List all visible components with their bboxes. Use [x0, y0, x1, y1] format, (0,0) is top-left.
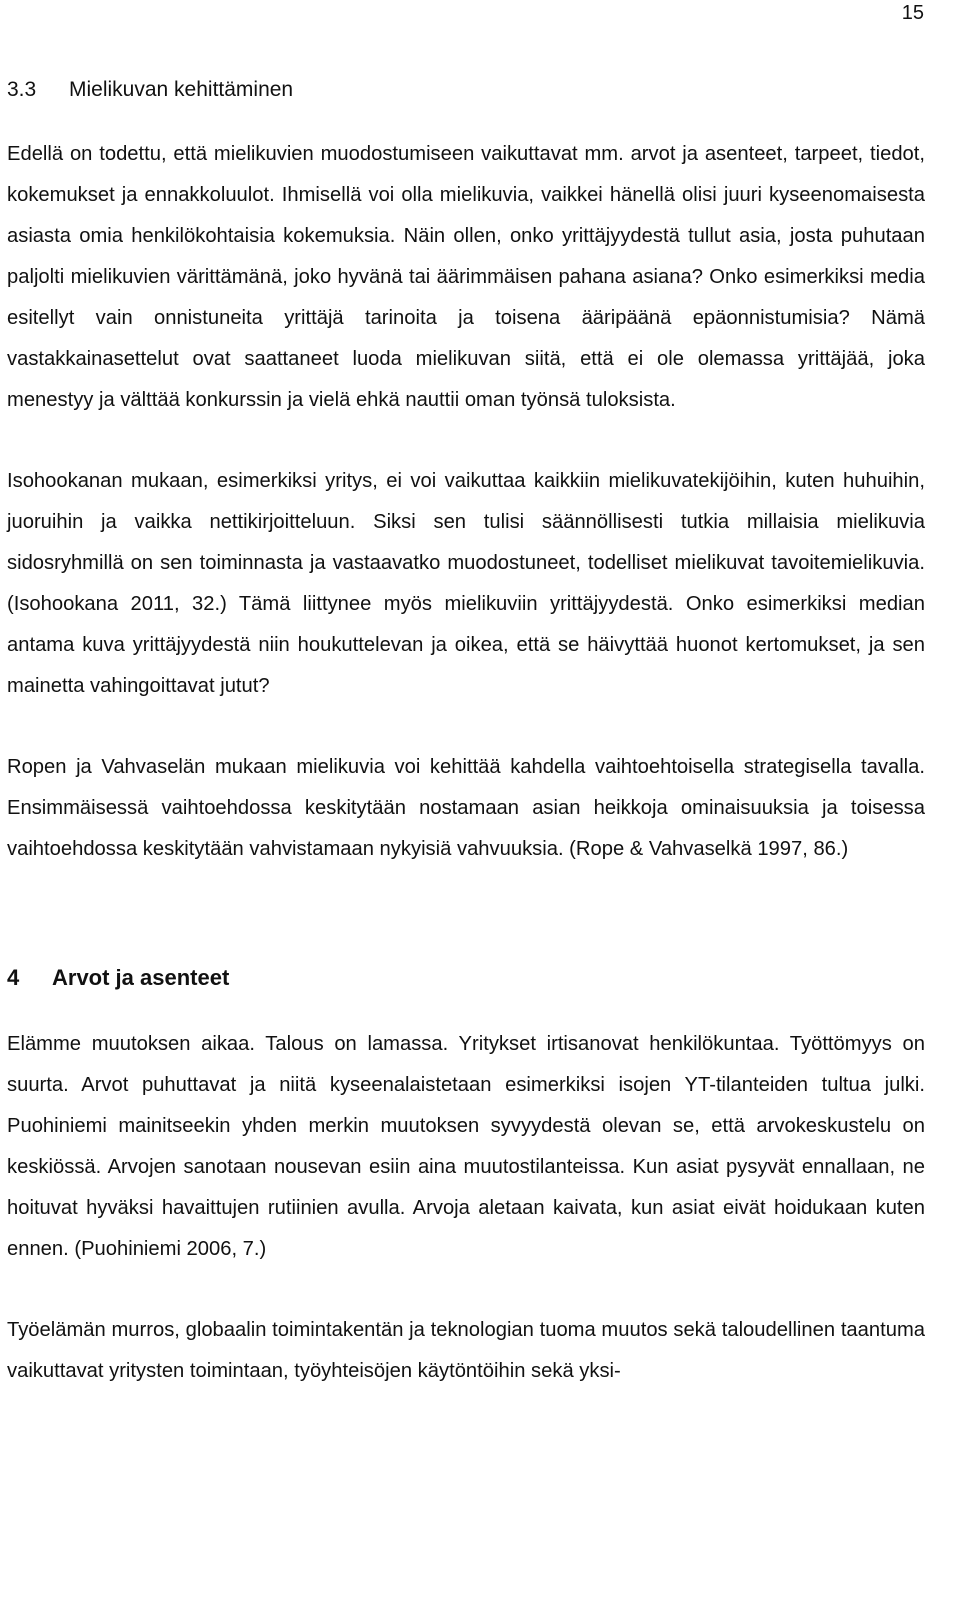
section-number: 3.3 — [7, 78, 37, 101]
section-title: Mielikuvan kehittäminen — [69, 78, 294, 101]
document-body — [7, 68, 925, 1392]
page-number: 15 — [901, 2, 924, 24]
paragraph: Työelämän murros, globaalin toimintakentän ja teknologian tuoma muutos sekä taloudellinen taantuma vaikuttavat yritysten toimintaan, työyhteisöjen käytöntöihin sekä yksi- — [7, 1319, 925, 1382]
section-heading — [7, 78, 925, 102]
chapter-spacer — [7, 910, 925, 965]
chapter-number: 4 — [7, 965, 20, 990]
paragraph: Elämme muutoksen aikaa. Talous on lamassa. Yritykset irtisanovat henkilökuntaa. Työttömyys on suurta. Arvot puhuttavat ja niitä kyseenalaistetaan esimerkiksi isojen YT-tilanteiden tultua julki. Puohiniemi mainitseekin yhden merkin muutoksen syvyydestä olevan se, että arvokeskustelu on keskiössä. Arvojen sanotaan nousevan esiin aina muutostilanteissa. Kun asiat pysyvät ennallaan, ne hoituvat hyväksi havaittujen rutiinien avulla. Arvoja aletaan kaivata, kun asiat eivät hoidukaan kuten ennen. (Puohiniemi 2006, 7.) — [7, 1033, 925, 1260]
chapter-title: Arvot ja asenteet — [52, 965, 230, 990]
paragraph: Ropen ja Vahvaselän mukaan mielikuvia voi kehittää kahdella vaihtoehtoisella strategisella tavalla. Ensimmäisessä vaihtoehdossa keskitytään nostamaan asian heikkoja ominaisuuksia ja toisessa vaihtoehdossa keskitytään vahvistamaan nykyisiä vahvuuksia. (Rope & Vahvaselkä 1997, 86.) — [7, 756, 925, 860]
paragraph: Isohookanan mukaan, esimerkiksi yritys, ei voi vaikuttaa kaikkiin mielikuvatekijöihin, kuten huhuihin, juoruihin ja vaikka nettikirjoitteluun. Siksi sen tulisi säännöllisesti tutkia millaisia mielikuvia sidosryhmillä on sen toiminnasta ja vastaavatko muodostuneet, todelliset mielikuvat tavoitemielikuvia. (Isohookana 2011, 32.) Tämä liittynee myös mielikuviin yrittäjyydestä. Onko esimerkiksi median antama kuva yrittäjyydestä niin houkuttelevan ja oikea, että se häivyttää huonot kertomukset, ja sen mainetta vahingoittavat jutut? — [7, 470, 925, 697]
chapter-heading — [7, 965, 925, 991]
paragraph: Edellä on todettu, että mielikuvien muodostumiseen vaikuttavat mm. arvot ja asenteet, tarpeet, tiedot, kokemukset ja ennakkoluulot. Ihmisellä voi olla mielikuvia, vaikkei hänellä olisi juuri kyseenomaisesta asiasta omia henkilökohtaisia kokemuksia. Näin ollen, onko yrittäjyydestä tullut asia, josta puhutaan paljolti mielikuvien värittämänä, joko hyvänä tai äärimmäisen pahana asiana? Onko esimerkiksi media esitellyt vain onnistuneita yrittäjä tarinoita ja toisena ääripäänä epäonnistumisia? Nämä vastakkainasettelut ovat saattaneet luoda mielikuvan siitä, että ei ole olemassa yrittäjää, joka menestyy ja välttää konkurssin ja vielä ehkä nauttii oman työnsä tuloksista. — [7, 143, 925, 411]
